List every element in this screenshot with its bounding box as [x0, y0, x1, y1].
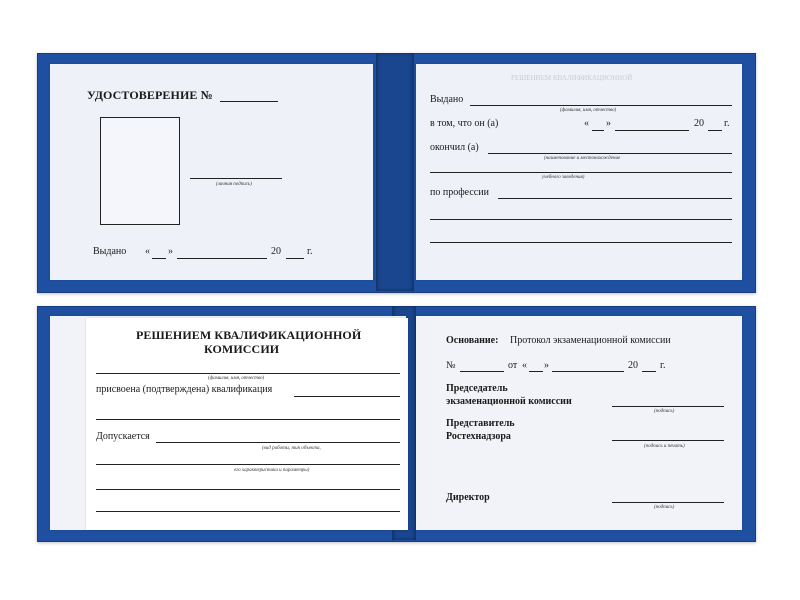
director-label: Директор [446, 492, 490, 503]
director-signature-line [612, 502, 724, 503]
basis-text: Протокол экзаменационной комиссии [510, 335, 671, 346]
quote-close: » [606, 118, 611, 129]
work-caption: (вид работы, тип объекта, [262, 446, 321, 451]
top-right-page [416, 64, 742, 280]
year: 20 [694, 118, 704, 129]
institution-line-2 [430, 172, 732, 173]
issued-year-line [286, 258, 304, 259]
chairman-label-2: экзаменационной комиссии [446, 396, 572, 407]
qualification-label: присвоена (подтверждена) квалификация [96, 384, 273, 395]
finished-label: окончил (а) [430, 142, 479, 153]
quote-close: » [544, 360, 549, 371]
issued-day-line [152, 258, 166, 259]
signature-line [190, 178, 282, 179]
year-suffix: г. [660, 360, 666, 371]
year-suffix: г. [724, 118, 730, 129]
issued-month-line [177, 258, 267, 259]
issued-label: Выдано [430, 94, 464, 105]
chairman-signature-caption: (подпись) [654, 409, 675, 414]
certificate-number-line [220, 101, 278, 102]
name-line [470, 105, 732, 106]
profession-line-3 [430, 242, 732, 243]
profession-line [498, 198, 732, 199]
issued-year-suffix: г. [307, 246, 313, 257]
quote-open: « [584, 118, 589, 129]
qualification-line [294, 396, 400, 397]
month-line [615, 130, 689, 131]
that-label: в том, что он (а) [430, 118, 499, 129]
protocol-number-line [460, 371, 504, 372]
admitted-label: Допускается [96, 431, 150, 442]
profession-line-2 [430, 219, 732, 220]
commission-title-1: РЕШЕНИЕМ КВАЛИФИКАЦИОННОЙ [136, 328, 362, 342]
issued-label: Выдано [93, 246, 127, 257]
chairman-label-1: Председатель [446, 383, 508, 394]
from-label: от [508, 360, 518, 371]
admitted-line [156, 442, 400, 443]
representative-label-2: Ростехнадзора [446, 431, 511, 442]
institution-caption-2: учебного заведения) [542, 175, 585, 180]
top-booklet-spine [376, 53, 414, 291]
institution-line [488, 153, 732, 154]
admitted-line-2 [96, 464, 400, 465]
certificate-title: УДОСТОВЕРЕНИЕ № [87, 88, 213, 102]
institution-caption: (наименование и местонахождение [544, 156, 621, 161]
qualification-line-2 [96, 419, 400, 420]
representative-signature-caption: (подпись и печать) [644, 444, 685, 449]
year-line [642, 371, 656, 372]
photo-frame [100, 117, 180, 225]
representative-label-1: Представитель [446, 418, 515, 429]
name-line [96, 373, 400, 374]
issued-year: 20 [271, 246, 281, 257]
faint-watermark-text: РЕШЕНИЕМ КВАЛИФИКАЦИОННОЙ [511, 74, 633, 82]
year: 20 [628, 360, 638, 371]
issued-quote-open: « [145, 246, 150, 257]
admitted-line-4 [96, 511, 400, 512]
director-signature-caption: (подпись) [654, 505, 675, 510]
profession-label: по профессии [430, 187, 489, 198]
basis-label: Основание: [446, 335, 499, 346]
work-caption-2: его характеристики и параметры) [234, 468, 310, 473]
bottom-right-page [416, 316, 742, 530]
commission-title-2: КОМИССИИ [204, 342, 280, 356]
issued-quote-close: » [168, 246, 173, 257]
signature-caption: (личная подпись) [216, 182, 252, 187]
chairman-signature-line [612, 406, 724, 407]
representative-signature-line [612, 440, 724, 441]
bottom-left-insert [86, 318, 408, 530]
top-left-page [50, 64, 373, 280]
day-line [529, 371, 543, 372]
name-caption: (фамилия, имя, отчество) [208, 376, 265, 381]
year-line [708, 130, 722, 131]
day-line [592, 130, 604, 131]
name-caption: (фамилия, имя, отчество) [560, 108, 617, 113]
protocol-number-label: № [446, 360, 456, 371]
month-line [552, 371, 624, 372]
quote-open: « [522, 360, 527, 371]
admitted-line-3 [96, 489, 400, 490]
